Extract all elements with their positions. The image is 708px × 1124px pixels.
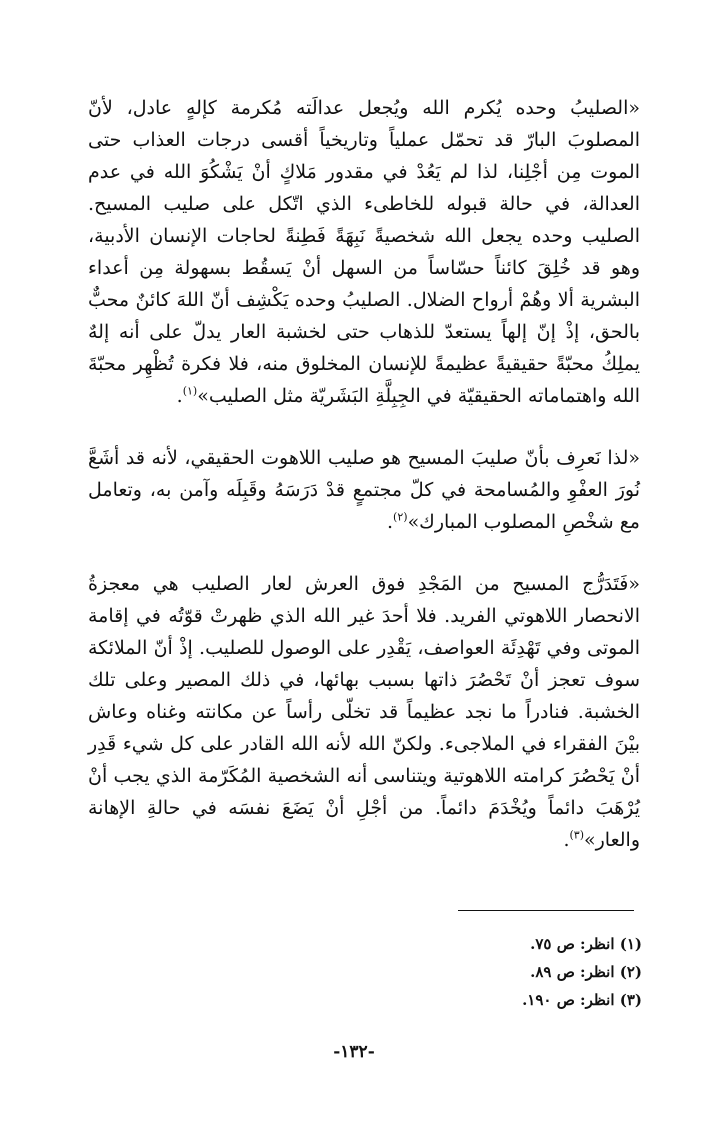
footnote-item: (١) انظر: ص ٧٥. [530,935,642,953]
quote-paragraph-3: «فَتَدَرُّج المسيح من المَجْدِ فوق العرش لعار الصليب هي معجزةُ الانحصار اللاهوتي الفريد. فلا أحدَ غير الله الذي ظهرتْ قوّتُه في إقامة الموتى وفي تَهْدِئَة العواصف، يَقْدِر على الوصول للصليب. إذْ أنّ الملائكة سوف تعجز أنْ تَحْصُرَ ذاتها بسبب بهائها، في ذلك المصير وعلى تلك الخشبة. فنادراً ما نجد عظيماً قد تخلّى رأساً عن مكانته وغناه وعاش بيْنَ الفقراء في الملاجىء. ولكنّ الله لأنه الله القادر على كل شيء قَدِر أنْ يَحْصُرَ كرامته اللاهوتية ويتناسى أنه الشخصية المُكَرّمة الذي يجب أنْ يُرْهَبَ دائماً ويُخْدَمَ دائماً. من أجْلِ أنْ يَضَعَ نفسَه في حالةِ الإهانة والعار»$^{(٣)}$. [88,573,640,851]
footnote-item: (٢) انظر: ص ٨٩. [530,963,642,981]
quote-paragraph-1: «الصليبُ وحده يُكرم الله ويُجعل عدالَته مُكرمة كإلهٍ عادل، لأنّ المصلوبَ البارّ قد تحمّل عملياً وتاريخياً أقسى درجات العذاب حتى الموت مِن أجْلِنا، لذا لم يَعُدْ في مقدور مَلاكٍ أنْ يَشْكُوَ الله في عدم العدالة، في حالة قبوله للخاطىء الذي اتّكل على صليب المسيح. الصليب وحده يجعل الله شخصيةً نَبِهَةً فَطِنةً لحاجات الإنسان الأدبية، وهو قد خُلِقَ كائناً حسّاساً من السهل أنْ يَسقُط بسهولة مِن أعداء البشرية ألا وهُمْ أرواح الضلال. الصليبُ وحده يَكْشِف أنّ اللهَ كائنٌ محبٌّ بالحق، إذْ إنّ إلهاً يستعدّ للذهاب حتى لخشبة العار يدلّ على أنه إلهٌ يملِكُ محبّةً حقيقيةً عظيمةً للإنسان المخلوق منه، فلا فكرة تُظْهِر محبّةَ الله واهتماماته الحقيقيّة في الجِبِلَّةِ البَشَريّة مثل الصليب»$^{(١)}$. [88,97,640,407]
page-number: -١٣٢- [333,1042,375,1062]
paragraph-text: «لذا نَعرِف بأنّ صليبَ المسيح هو صليب اللاهوت الحقيقي، لأنه قد أشَعَّ نُورَ العفْوِ والمُسامحة في كلّ مجتمعٍ قدْ دَرَسَهُ وقَبِلَه وآمن به، وتعامل مع شخْصِ المصلوب المبارك» [88,447,640,533]
footnotes [342,930,642,1014]
footnote-ref: (٣) [569,828,584,842]
page-body [88,92,640,856]
footnote-item: (٣) انظر: ص ١٩٠. [522,991,642,1009]
paragraph-text: «الصليبُ وحده يُكرم الله ويُجعل عدالَته مُكرمة كإلهٍ عادل، لأنّ المصلوبَ البارّ قد تحمّل عملياً وتاريخياً أقسى درجات العذاب حتى الموت مِن أجْلِنا، لذا لم يَعُدْ في مقدور مَلاكٍ أنْ يَشْكُوَ الله في عدم العدالة، في حالة قبوله للخاطىء الذي اتّكل على صليب المسيح. الصليب وحده يجعل الله شخصيةً نَبِهَةً فَطِنةً لحاجات الإنسان الأدبية، وهو قد خُلِقَ كائناً حسّاساً من السهل أنْ يَسقُط بسهولة مِن أعداء البشرية ألا وهُمْ أرواح الضلال. الصليبُ وحده يَكْشِف أنّ اللهَ كائنٌ محبٌّ بالحق، إذْ إنّ إلهاً يستعدّ للذهاب حتى لخشبة العار يدلّ على أنه إلهٌ يملِكُ محبّةً حقيقيةً عظيمةً للإنسان المخلوق منه، فلا فكرة تُظْهِر محبّةَ الله واهتماماته الحقيقيّة في الجِبِلَّةِ البَشَريّة مثل الصليب» [88,97,640,407]
quote-paragraph-2: «لذا نَعرِف بأنّ صليبَ المسيح هو صليب اللاهوت الحقيقي، لأنه قد أشَعَّ نُورَ العفْوِ والمُسامحة في كلّ مجتمعٍ قدْ دَرَسَهُ وقَبِلَه وآمن به، وتعامل مع شخْصِ المصلوب المبارك»$^{(٢)}$. [88,447,640,533]
footnote-ref: (٢) [393,510,408,524]
paragraph-text: «فَتَدَرُّج المسيح من المَجْدِ فوق العرش لعار الصليب هي معجزةُ الانحصار اللاهوتي الفريد. فلا أحدَ غير الله الذي ظهرتْ قوّتُه في إقامة الموتى وفي تَهْدِئَة العواصف، يَقْدِر على الوصول للصليب. إذْ أنّ الملائكة سوف تعجز أنْ تَحْصُرَ ذاتها بسبب بهائها، في ذلك المصير وعلى تلك الخشبة. فنادراً ما نجد عظيماً قد تخلّى رأساً عن مكانته وغناه وعاش بيْنَ الفقراء في الملاجىء. ولكنّ الله لأنه الله القادر على كل شيء قَدِر أنْ يَحْصُرَ كرامته اللاهوتية ويتناسى أنه الشخصية المُكَرّمة الذي يجب أنْ يُرْهَبَ دائماً ويُخْدَمَ دائماً. من أجْلِ أنْ يَضَعَ نفسَه في حالةِ الإهانة والعار» [88,573,640,851]
footnote-ref: (١) [182,384,198,398]
footnote-divider [458,910,634,911]
